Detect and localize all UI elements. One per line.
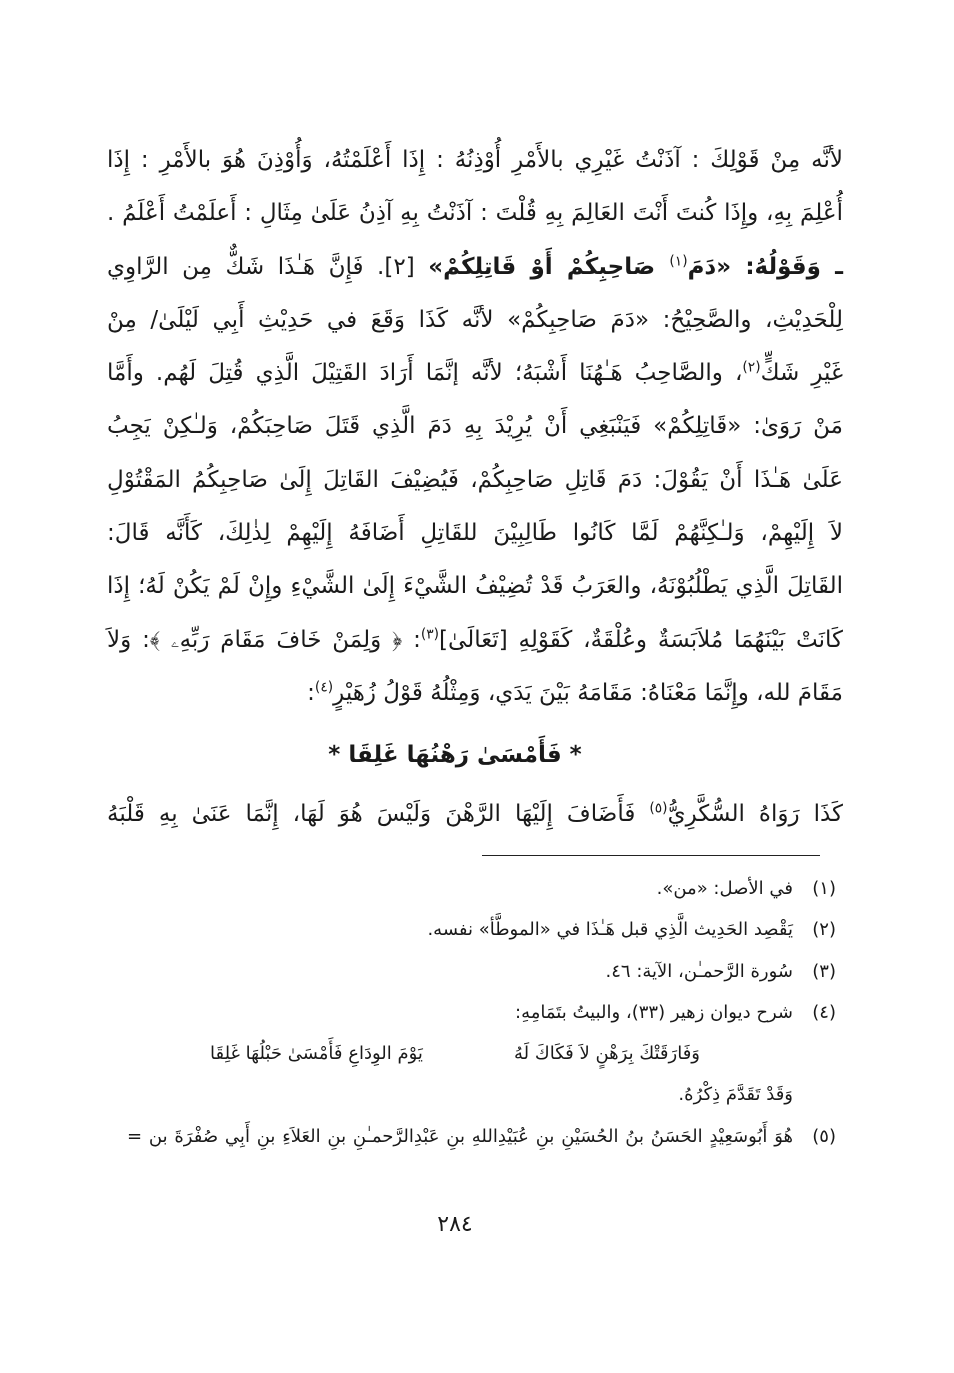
- footnote-text: يَقْصِد الحَدِيث الَّذِي قبل هَـٰذَا في «الموطَّأ» نفسه.: [427, 919, 793, 941]
- text-line-5: [107, 347, 843, 400]
- text-line-2: أُعْلِمَ بِهِ، وإِذَا كُنتَ أَنْتَ العَالِمَ بِهِ قُلْتَ : آذَنْتُ بِهِ آذِنُ عَلَىٰ مِثَالِ : أَعلَمْتُ أَعْلَمُ .: [107, 200, 843, 227]
- text-line-9: القَاتِلَ الَّذِي يَطْلُبُوْنَهُ، والعَرَبُ قَدْ تُضِيْفُ الشَّيْءَ إِلَىٰ الشَّيْءِ وإِنْ لَمْ يَكُنْ لَهُ؛ إِذَا: [107, 573, 843, 600]
- footnote-ref-4: (٤): [314, 679, 334, 696]
- line-text: غَيْرِ شَكٍّ: [760, 360, 843, 387]
- footnote-number: (٤): [812, 1001, 836, 1023]
- footnote-separator: [482, 855, 820, 856]
- footnote-text: سُورة الرَّحمـٰن، الآية: ٤٦.: [605, 960, 793, 982]
- footnote-2: [127, 909, 836, 950]
- line-text: ، والصَّاحِبُ هَـٰهُنَا أَشْبَهُ؛ لأنَّه إنَّمَا أَرَادَ القَتِيْلَ الَّذِي قُتِلَ لَهُم. وأَمَّا: [107, 360, 743, 387]
- text-line-1: لأنَّه مِنْ قَوْلِكَ : آذَنْتُ غَيْرِي بالأَمْرِ أُوْذِنُهُ : إِذَا أَعْلَمْتُهُ، وَأُوْذِنَ هُوَ بالأَمْرِ : إِذَا: [107, 147, 843, 173]
- footnote-poem-line: [127, 1033, 836, 1074]
- poem-first-hemistich: وَفَارَقَتْكَ بِرَهْنٍ لاَ فَكَاكَ لَهُ: [514, 1043, 700, 1065]
- footnote-number: (١): [812, 878, 836, 899]
- bold-lead-text: ـ وَقَوْلُهُ: «دَمَ: [687, 253, 844, 280]
- line-text: كَذَا رَوَاهُ السُّكَّرِيُّ: [667, 801, 844, 827]
- footnote-number: (٣): [812, 960, 836, 982]
- footnote-text: في الأصل: «من».: [656, 878, 793, 899]
- footnotes: [127, 868, 836, 1157]
- footnote-ref-5: (٥): [649, 800, 668, 817]
- text-line-4: لِلْحَدِيْثِ، والصَّحِيْحُ: «دَمَ صَاحِبِكُمْ» لأنَّه كَذَا وَقَعَ في حَدِيْثِ أَبِي لَيْلَىٰ/ مِنْ: [107, 306, 843, 333]
- footnote-1: [127, 868, 836, 909]
- bold-quote-text: صَاحِبِكُمْ أَوْ قَاتِلِكُمْ»: [428, 253, 670, 280]
- line-text: [٢]. فَإِنَّ هَـٰذَا شَكٌّ مِن الرَّاوِي: [107, 253, 429, 280]
- text-line-7: عَلَىٰ هَـٰذَا أَنْ يَقُوْلَ: دَمَ قَاتِلِ صَاحِبِكُمْ، فَيُضِيْفَ القَاتِلَ إِلَىٰ صَاحِبِكُمُ المَقْتُوْلِ: [107, 466, 843, 493]
- footnote-text: هُوَ أَبُوسَعِيْدٍ الحَسَنُ بنُ الحُسَيْنِ بنِ عُبَيْدِاللهِ بنِ عَبْدِالرَّحمـٰنِ بنِ العَلاَءِ بنِ أَبِي صُفْرَةَ بن =: [127, 1125, 793, 1147]
- footnote-4-note: [127, 1074, 836, 1115]
- footnote-5: [127, 1116, 836, 1157]
- main-text-continued: [107, 788, 843, 841]
- poetry-verse: * فَأَمْسَىٰ رَهْنُهَا غَلِقَا *: [328, 742, 582, 768]
- text-line-10: [107, 614, 843, 667]
- text-line-8: لاَ إِلَيْهِمْ، وَلـٰكِنَّهُمْ لَمَّا كَانُوا طَالِبِيْنَ للقَاتِلِ أَضَافَهُ إِلَيْهِمْ لِذٰلِكَ، كَأَنَّه قَالَ:: [107, 520, 843, 547]
- poem-second-hemistich: يَوْمَ الوِدَاعِ فَأَمْسَىٰ حَبْلُهَا غَلِقَا: [210, 1043, 423, 1065]
- text-line-11: [107, 667, 843, 720]
- footnote-ref-1: (١): [669, 252, 688, 269]
- footnote-text: شرح ديوان زهير (٣٣)، والبيتُ بتَمَامِهِ:: [515, 1001, 793, 1023]
- footnote-number: (٢): [812, 919, 836, 941]
- line-text: :: [307, 679, 315, 706]
- text-line-13: [107, 788, 843, 841]
- footnote-text: وَقَدْ تَقَدَّمَ ذِكْرُهُ.: [678, 1084, 793, 1106]
- footnote-ref-2: (٢): [742, 359, 761, 376]
- page-number: ٢٨٤: [437, 1212, 473, 1237]
- line-text: فَأَضَافَ إِلَيْهَا الرَّهْنَ وَلَيْسَ هُوَ لَهَا، إِنَّمَا عَنَىٰ بِهِ قَلْبَهُ: [107, 801, 650, 827]
- footnote-number: (٥): [812, 1125, 836, 1147]
- footnote-ref-3: (٣): [420, 626, 440, 643]
- line-text: : ﴿ وَلِمَنْ خَافَ مَقَامَ رَبِّهِۦ ﴾: وَلاَ: [107, 626, 421, 653]
- text-line-6: مَنْ رَوَىٰ: «قَاتِلِكُمْ» فَيَنْبَغِي أَنْ يُرِيْدَ بِهِ دَمَ الَّذِي قَتَلَ صَاحِبَكُمْ، وَلـٰكِنْ يَجِبُ: [107, 413, 843, 440]
- line-text: كَانَتْ بَيْنَهُمَا مُلاَبَسَةٌ وعُلْقَةٌ، كَقَوْلِهِ [تَعَالَىٰ]: [439, 626, 843, 653]
- main-text: [107, 134, 843, 720]
- footnote-4: [127, 992, 836, 1033]
- line-text: مَقَامَ لله، وإِنَّمَا مَعْنَاهُ: مَقَامَهُ بَيْنَ يَدَي، وَمِثْلُهُ قَوْلُ زُهَيْرٍ: [333, 679, 843, 706]
- footnote-3: [127, 951, 836, 992]
- text-line-3: [107, 241, 843, 294]
